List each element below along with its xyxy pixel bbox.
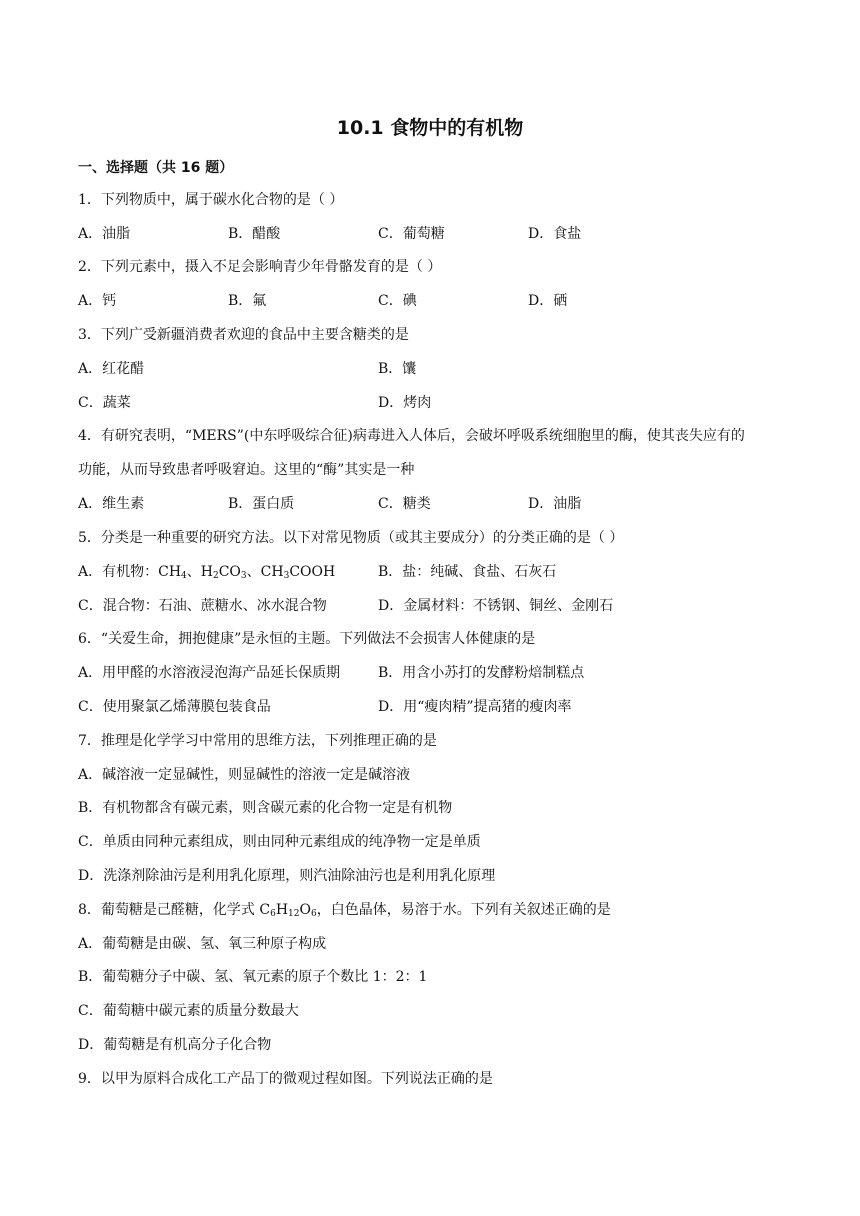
- q8-option-c: C．葡萄糖中碳元素的质量分数最大: [78, 1003, 299, 1019]
- question-8-stem: 8．葡萄糖是己醛糖，化学式 $C_6H_{12}O_6$，白色晶体，易溶于水。下列有关叙述正确的是: [78, 902, 611, 919]
- q1-option-a: A．油脂: [78, 226, 131, 242]
- q6-option-a: A．用甲醛的水溶液浸泡海产品延长保质期: [78, 665, 341, 681]
- q5-option-b: B．盐：纯碱、食盐、石灰石: [378, 564, 557, 580]
- q4-option-d: D．油脂: [528, 496, 582, 512]
- q7-option-d: D．洗涤剂除油污是利用乳化原理，则汽油除油污也是利用乳化原理: [78, 868, 496, 884]
- page-title: 10.1 食物中的有机物: [336, 117, 524, 139]
- q4-option-c: C．糖类: [378, 496, 431, 512]
- q2-option-a: A．钙: [78, 293, 117, 309]
- q6-option-b: B．用含小苏打的发酵粉焙制糕点: [378, 665, 585, 681]
- q7-option-a: A．碱溶液一定显碱性，则显碱性的溶液一定是碱溶液: [78, 767, 411, 783]
- q3-option-b: B．馕: [378, 361, 417, 377]
- q3-option-d: D．烤肉: [378, 395, 432, 411]
- q3-option-a: A．红花醋: [78, 361, 145, 377]
- q1-option-d: D．食盐: [528, 226, 582, 242]
- q2-option-b: B．氟: [228, 293, 267, 309]
- question-9-stem: 9．以甲为原料合成化工产品丁的微观过程如图。下列说法正确的是: [78, 1071, 493, 1087]
- question-4-stem-line2: 功能，从而导致患者呼吸窘迫。这里的“酶”其实是一种: [78, 462, 415, 478]
- q5-option-a: A．有机物：$CH_4$、$H_2CO_3$、$CH_3COOH$: [78, 564, 336, 581]
- q3-option-c: C．蔬菜: [78, 395, 131, 411]
- q8-option-d: D．葡萄糖是有机高分子化合物: [78, 1037, 272, 1053]
- q4-option-b: B．蛋白质: [228, 496, 295, 512]
- q5-option-c: C．混合物：石油、蔗糖水、冰水混合物: [78, 598, 327, 614]
- q2-option-d: D．硒: [528, 293, 568, 309]
- question-5-stem: 5．分类是一种重要的研究方法。以下对常见物质（或其主要成分）的分类正确的是（ ）: [78, 530, 624, 546]
- question-2-stem: 2．下列元素中，摄入不足会影响青少年骨骼发育的是（ ）: [78, 259, 442, 275]
- q8-option-a: A．葡萄糖是由碳、氢、氧三种原子构成: [78, 936, 327, 952]
- question-4-stem-line1: 4．有研究表明，“MERS”(中东呼吸综合征)病毒进入人体后，会破坏呼吸系统细胞里的酶，使其丧失应有的: [78, 428, 745, 444]
- q1-option-b: B．醋酸: [228, 226, 281, 242]
- question-3-stem: 3．下列广受新疆消费者欢迎的食品中主要含糖类的是: [78, 327, 409, 343]
- q1-option-c: C．葡萄糖: [378, 226, 445, 242]
- q4-option-a: A．维生素: [78, 496, 145, 512]
- question-7-stem: 7．推理是化学学习中常用的思维方法，下列推理正确的是: [78, 733, 437, 749]
- q6-option-d: D．用“瘦肉精”提高猪的瘦肉率: [378, 699, 572, 715]
- question-6-stem: 6．“关爱生命，拥抱健康”是永恒的主题。下列做法不会损害人体健康的是: [78, 631, 536, 647]
- q5-option-d: D．金属材料：不锈钢、铜丝、金刚石: [378, 598, 614, 614]
- q2-option-c: C．碘: [378, 293, 417, 309]
- question-1-stem: 1．下列物质中，属于碳水化合物的是（ ）: [78, 192, 344, 208]
- q7-option-b: B．有机物都含有碳元素，则含碳元素的化合物一定是有机物: [78, 800, 453, 816]
- q7-option-c: C．单质由同种元素组成，则由同种元素组成的纯净物一定是单质: [78, 834, 481, 850]
- section-heading: 一、选择题（共 16 题）: [78, 160, 234, 176]
- q6-option-c: C．使用聚氯乙烯薄膜包装食品: [78, 699, 271, 715]
- q8-option-b: B．葡萄糖分子中碳、氢、氧元素的原子个数比 1：2：1: [78, 969, 428, 985]
